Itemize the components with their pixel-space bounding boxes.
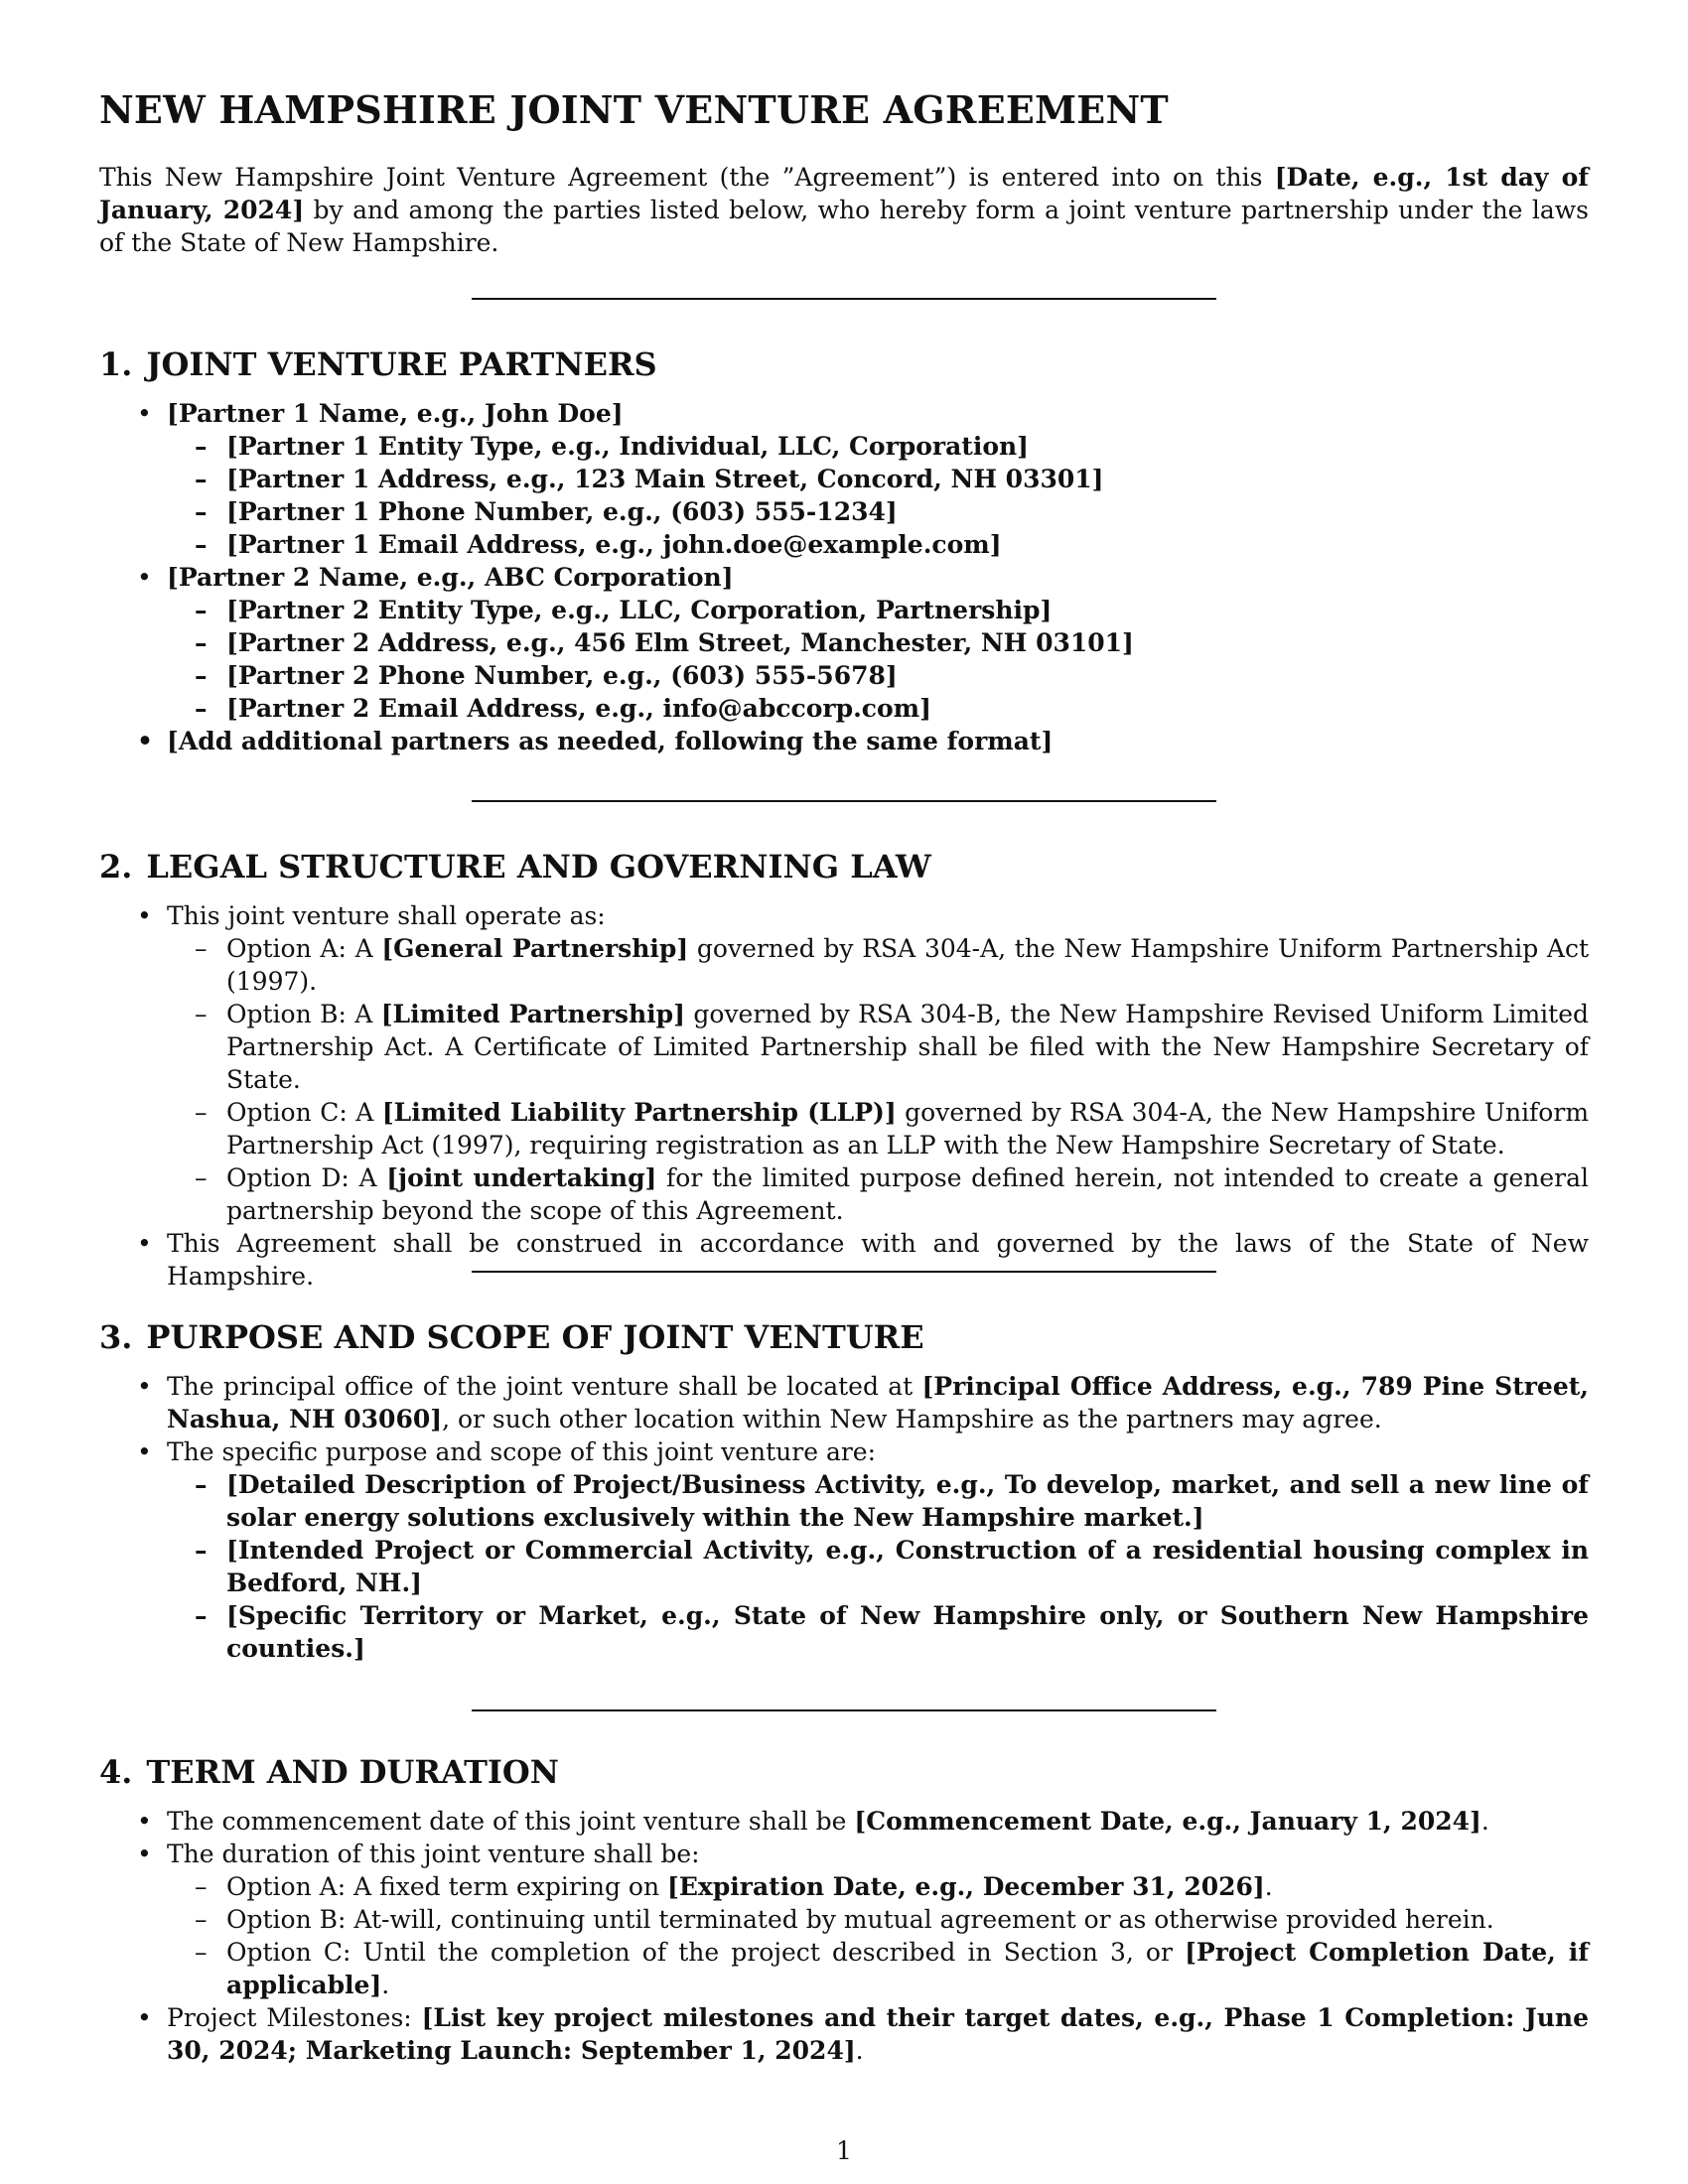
option-text: for the limited purpose defined herein, not intended to create a general partnership beyond the scope of this Agreement. <box>226 1163 1589 1225</box>
milestones-placeholder: [List key project milestones and their target dates, e.g., Phase 1 Completion: June 30, 2024; Marketing Launch: September 1, 2024] <box>167 2003 1589 2065</box>
purpose-items <box>167 1468 1589 1665</box>
list-item: – [Partner 2 Email Address, e.g., info@abccorp.com] <box>167 692 1589 725</box>
item-text: The principal office of the joint venture shall be located at <box>167 1372 922 1401</box>
item-text: , or such other location within New Hampshire as the partners may agree. <box>442 1405 1382 1433</box>
partner-2-details <box>167 594 1589 725</box>
commencement-item <box>99 1805 1589 1838</box>
list-item: – [Detailed Description of Project/Business Activity, e.g., To develop, market, and sell a new line of solar energy solutions exclusively within the New Hampshire market.] <box>167 1468 1589 1534</box>
commencement-placeholder: [Commencement Date, e.g., January 1, 2024] <box>854 1807 1481 1836</box>
list-item: – [Specific Territory or Market, e.g., State of New Hampshire only, or Southern New Hampshire counties.] <box>167 1599 1589 1665</box>
section-number: 4. <box>99 1753 133 1791</box>
option-text: Option D: A <box>226 1163 387 1192</box>
option-text: . <box>1264 1872 1273 1901</box>
option-d <box>167 1161 1589 1227</box>
section-divider <box>472 800 1216 802</box>
document-title: NEW HAMPSHIRE JOINT VENTURE AGREEMENT <box>99 87 1169 132</box>
term-list <box>99 1805 1589 2067</box>
page-number: 1 <box>836 2136 852 2165</box>
structure-lead: This joint venture shall operate as: <box>167 901 606 930</box>
option-text: governed by RSA 304-A, the New Hampshire Uniform Partnership Act (1997), requiring registration as an LLP with the New Hampshire Secretary of State. <box>226 1098 1590 1160</box>
intro-text-before: This New Hampshire Joint Venture Agreement (the ”Agreement”) is entered into on this <box>99 163 1275 192</box>
structure-options <box>167 932 1589 1227</box>
option-text: Option C: A <box>226 1098 382 1127</box>
option-c <box>167 1936 1589 2001</box>
section-title: TERM AND DURATION <box>146 1753 559 1791</box>
section-number: 1. <box>99 345 133 383</box>
section-title: LEGAL STRUCTURE AND GOVERNING LAW <box>146 848 931 886</box>
option-text: governed by RSA 304-B, the New Hampshire Revised Uniform Limited Partnership Act. A Certificate of Limited Partnership shall be filed with the New Hampshire Secretary of State. <box>226 1000 1590 1094</box>
section-title: JOINT VENTURE PARTNERS <box>146 345 657 383</box>
item-text: The commencement date of this joint venture shall be <box>167 1807 855 1836</box>
option-placeholder: [Expiration Date, e.g., December 31, 2026] <box>667 1872 1265 1901</box>
section-divider <box>472 1271 1216 1273</box>
legal-structure-list <box>99 899 1589 1293</box>
option-text: Option B: A <box>226 1000 381 1028</box>
document-page <box>99 0 1589 2184</box>
principal-office-item <box>99 1370 1589 1435</box>
list-item: – [Partner 2 Phone Number, e.g., (603) 555-5678] <box>167 659 1589 692</box>
duration-options <box>167 1870 1589 2001</box>
list-item <box>99 397 1589 561</box>
section-divider <box>472 298 1216 300</box>
section-4-heading <box>99 1753 559 1791</box>
list-item: – [Partner 2 Entity Type, e.g., LLC, Corporation, Partnership] <box>167 594 1589 626</box>
list-item <box>99 1435 1589 1665</box>
section-divider <box>472 1709 1216 1711</box>
list-item: – [Partner 1 Entity Type, e.g., Individual, LLC, Corporation] <box>167 430 1589 463</box>
list-item: – [Partner 1 Email Address, e.g., john.doe@example.com] <box>167 528 1589 561</box>
list-item <box>99 899 1589 1227</box>
option-placeholder: [Project Completion Date, if applicable] <box>226 1938 1589 1999</box>
milestones-item <box>99 2001 1589 2067</box>
option-text: . <box>381 1971 390 1999</box>
list-item <box>99 561 1589 725</box>
option-a <box>167 932 1589 998</box>
section-number: 3. <box>99 1318 133 1356</box>
list-item: – [Partner 1 Address, e.g., 123 Main Street, Concord, NH 03301] <box>167 463 1589 495</box>
option-text: governed by RSA 304-A, the New Hampshire Uniform Partnership Act (1997). <box>226 934 1590 996</box>
list-item <box>99 1838 1589 2001</box>
option-placeholder: [Limited Liability Partnership (LLP)] <box>381 1098 897 1127</box>
list-item: – [Partner 1 Phone Number, e.g., (603) 555-1234] <box>167 495 1589 528</box>
option-c <box>167 1096 1589 1161</box>
item-text: Project Milestones: <box>167 2003 422 2032</box>
duration-lead: The duration of this joint venture shall be: <box>167 1840 700 1868</box>
option-text: Option A: A fixed term expiring on <box>226 1872 668 1901</box>
section-1-heading <box>99 345 657 383</box>
option-text: Option C: Until the completion of the project described in Section 3, or <box>226 1938 1186 1967</box>
partner-1-details <box>167 430 1589 561</box>
section-title: PURPOSE AND SCOPE OF JOINT VENTURE <box>146 1318 924 1356</box>
office-address-placeholder: [Principal Office Address, e.g., 789 Pine Street, Nashua, NH 03060] <box>167 1372 1589 1433</box>
intro-text-after: by and among the parties listed below, who hereby form a joint venture partnership under the laws of the State of New Hampshire. <box>99 196 1589 257</box>
option-text: Option A: A <box>226 934 382 963</box>
item-text: . <box>1480 1807 1489 1836</box>
section-3-heading <box>99 1318 924 1356</box>
purpose-list <box>99 1370 1589 1665</box>
list-item: – [Partner 2 Address, e.g., 456 Elm Street, Manchester, NH 03101] <box>167 626 1589 659</box>
section-number: 2. <box>99 848 133 886</box>
section-2-heading <box>99 848 931 886</box>
option-b: – Option B: At-will, continuing until terminated by mutual agreement or as otherwise provided herein. <box>167 1903 1589 1936</box>
item-text: . <box>855 2036 864 2065</box>
option-b <box>167 998 1589 1096</box>
partner-2-name: [Partner 2 Name, e.g., ABC Corporation] <box>167 563 734 592</box>
additional-partners-item: • [Add additional partners as needed, following the same format] <box>99 725 1589 757</box>
intro-paragraph <box>99 161 1589 259</box>
option-placeholder: [Limited Partnership] <box>380 1000 685 1028</box>
purpose-lead: The specific purpose and scope of this joint venture are: <box>167 1437 877 1466</box>
partner-1-name: [Partner 1 Name, e.g., John Doe] <box>167 399 624 428</box>
governing-law-item: • This Agreement shall be construed in accordance with and governed by the laws of the State of New Hampshire. <box>99 1227 1589 1293</box>
intro-date-placeholder: [Date, e.g., 1st day of January, 2024] <box>99 163 1590 224</box>
list-item: – [Intended Project or Commercial Activity, e.g., Construction of a residential housing complex in Bedford, NH.] <box>167 1534 1589 1599</box>
option-placeholder: [General Partnership] <box>381 934 689 963</box>
option-a <box>167 1870 1589 1903</box>
option-placeholder: [joint undertaking] <box>386 1163 657 1192</box>
partners-list <box>99 397 1589 757</box>
